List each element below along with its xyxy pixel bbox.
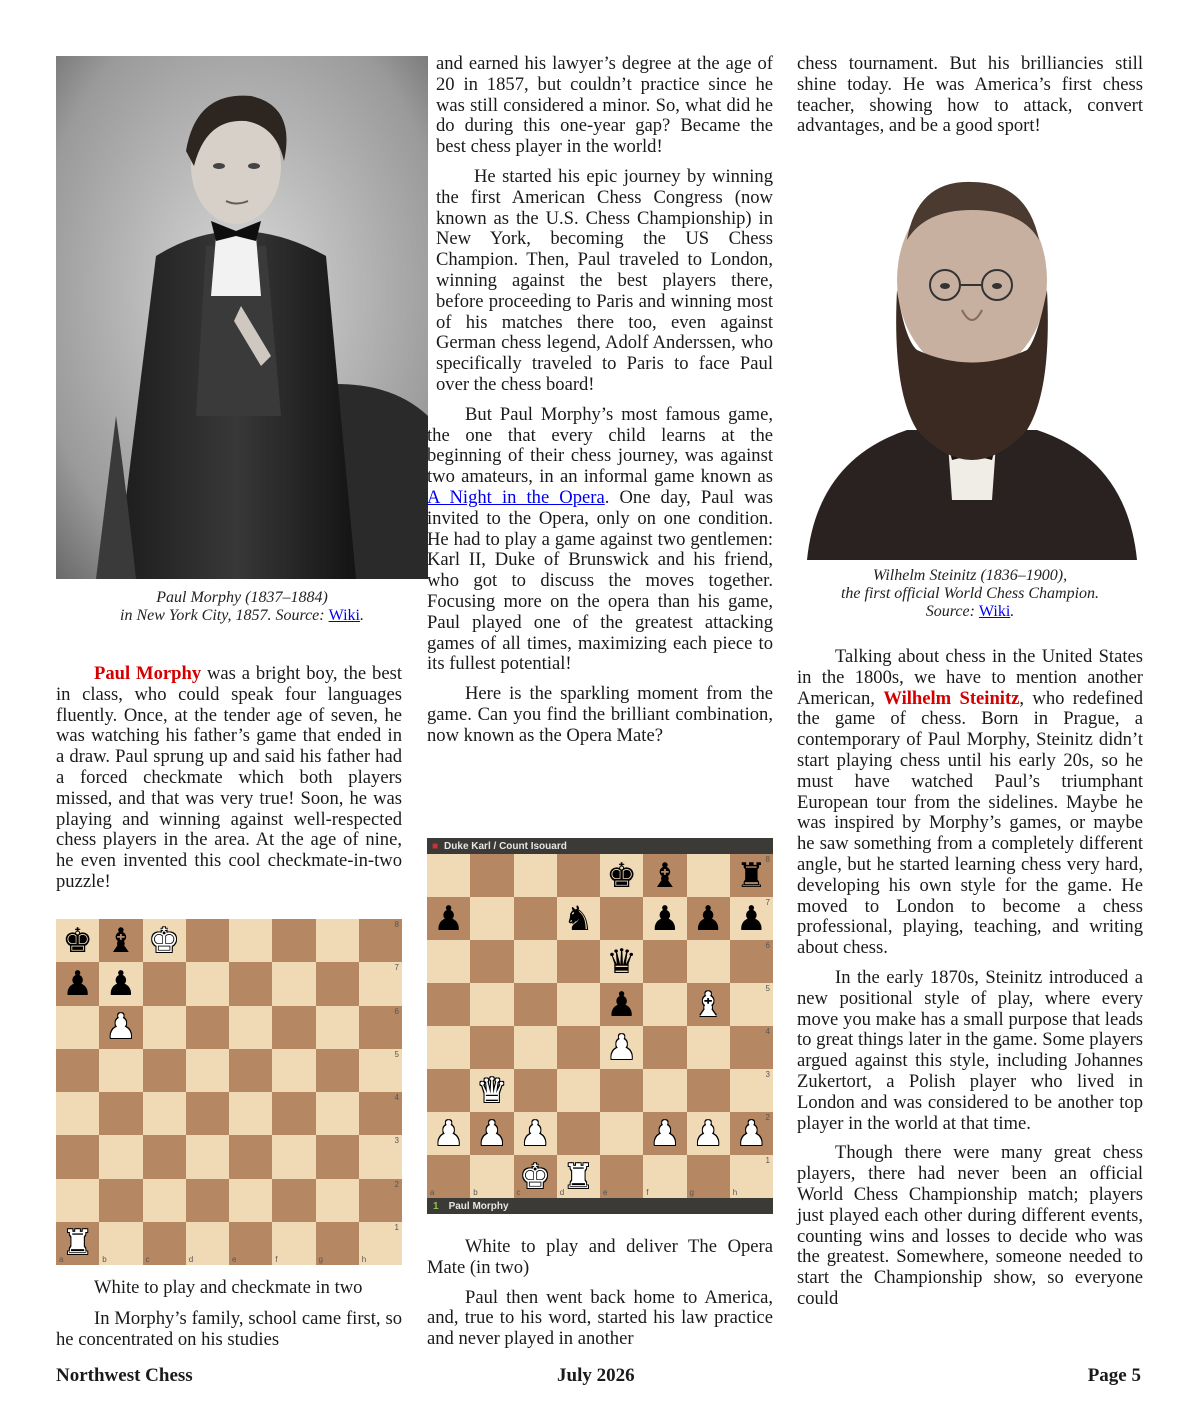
square-e7[interactable] bbox=[600, 897, 643, 940]
square-b5[interactable] bbox=[99, 1049, 142, 1092]
col2-paragraph-1: and earned his lawyer’s degree at the age of 20 in 1857, but couldn’t practice since he was still considered a minor. So, what did he do during this one-year gap? Became the best chess player in the world! bbox=[436, 53, 773, 158]
file-label: a bbox=[430, 1188, 435, 1197]
square-d3[interactable] bbox=[557, 1069, 600, 1112]
paul-morphy-name: Paul Morphy bbox=[94, 663, 202, 684]
file-label: d bbox=[188, 1255, 194, 1264]
steinitz-caption-line2: the first official World Chess Champion. bbox=[840, 585, 1100, 602]
square-h6[interactable] bbox=[730, 940, 773, 983]
black-pawn-icon[interactable]: ♟ bbox=[692, 898, 724, 939]
square-c8[interactable] bbox=[143, 919, 186, 962]
square-d2[interactable] bbox=[557, 1112, 600, 1155]
square-c6[interactable] bbox=[514, 940, 557, 983]
square-d8[interactable] bbox=[557, 854, 600, 897]
square-c6[interactable] bbox=[143, 1006, 186, 1049]
white-pawn-icon[interactable]: ♟ bbox=[606, 1027, 637, 1068]
white-pawn-icon[interactable]: ♟ bbox=[433, 1113, 464, 1154]
file-label: h bbox=[732, 1188, 738, 1197]
checkmate-in-two-board bbox=[56, 919, 402, 1265]
square-c5[interactable] bbox=[514, 983, 557, 1026]
rank-label: 2 bbox=[765, 1113, 770, 1122]
square-g3[interactable] bbox=[687, 1069, 730, 1112]
square-d7[interactable] bbox=[186, 962, 229, 1005]
square-h1[interactable] bbox=[359, 1222, 402, 1265]
col3-paragraph-4: Though there were many great chess players, there had never been an official World Chess Championship match; players just played each other during different events, counting wins and losses to decide who was the greatest. Somewhere, someone needed to start the Championship show, so everyone could bbox=[797, 1142, 1143, 1309]
square-f7[interactable] bbox=[272, 962, 315, 1005]
footer-publication: Northwest Chess bbox=[56, 1365, 193, 1386]
square-f3[interactable] bbox=[643, 1069, 686, 1112]
square-h3[interactable] bbox=[730, 1069, 773, 1112]
col3-paragraph-2: Talking about chess in the United States in the 1800s, we have to mention another American, Wilhelm Steinitz, who redefined the game of chess. Born in Prague, a contemporary of Paul Morphy, Steinitz didn’t start playing chess until his early 20s, so he must have watched Paul’s triumphant European tour from the sidelines. Maybe he was inspired by Morphy’s games, or maybe he saw something from a completely different angle, but he started learning chess very hard, developing his own style for the game. He moved to London to become a chess professional, playing, teaching, and writing about chess. bbox=[797, 646, 1144, 959]
rank-label: 3 bbox=[394, 1136, 399, 1146]
white-pawn-icon[interactable]: ♟ bbox=[105, 1007, 137, 1048]
square-g1[interactable] bbox=[687, 1155, 730, 1198]
rank-label: 4 bbox=[765, 1027, 770, 1036]
white-pawn-icon[interactable]: ♟ bbox=[649, 1113, 681, 1154]
square-c4[interactable] bbox=[143, 1092, 186, 1135]
square-a7[interactable] bbox=[56, 962, 99, 1005]
square-e5[interactable] bbox=[600, 983, 643, 1026]
square-e2[interactable] bbox=[229, 1179, 272, 1222]
wilhelm-steinitz-photo bbox=[797, 160, 1143, 560]
black-bishop-icon[interactable]: ♝ bbox=[649, 855, 681, 896]
square-h3[interactable] bbox=[359, 1135, 402, 1178]
square-h1[interactable] bbox=[730, 1155, 773, 1198]
square-f1[interactable] bbox=[272, 1222, 315, 1265]
black-king-icon[interactable]: ♚ bbox=[606, 855, 637, 896]
square-e5[interactable] bbox=[229, 1049, 272, 1092]
square-g2[interactable] bbox=[316, 1179, 359, 1222]
square-e4[interactable] bbox=[600, 1026, 643, 1069]
square-f1[interactable] bbox=[643, 1155, 686, 1198]
file-label: c bbox=[145, 1255, 150, 1264]
square-h4[interactable] bbox=[730, 1026, 773, 1069]
puzzle-caption: White to play and checkmate in two bbox=[94, 1277, 363, 1298]
rank-label: 6 bbox=[394, 1006, 399, 1016]
col2-paragraph-4: Here is the sparkling moment from the game. Can you find the brilliant combination, now known as the Opera Mate? bbox=[427, 683, 773, 746]
square-g4[interactable] bbox=[316, 1092, 359, 1135]
square-e1[interactable] bbox=[229, 1222, 272, 1265]
square-g7[interactable] bbox=[687, 897, 730, 940]
square-c1[interactable] bbox=[514, 1155, 557, 1198]
square-c2[interactable] bbox=[514, 1112, 557, 1155]
square-a8[interactable] bbox=[56, 919, 99, 962]
rank-label: 8 bbox=[765, 855, 770, 864]
col2-paragraph-3: But Paul Morphy’s most famous game, the one that every child learns at the beginning of their chess journey, was against two amateurs, in an informal game known as A Night in the Opera. One day, Paul was invited to the Opera, only on one condition. He had to play a game against two gentlemen: Karl II, Duke of Brunswick and his friend, who got to discuss the moves together. Focusing more on the opera than his game, Paul played one of the greatest attacking games of all times, maximizing each piece to its fullest potential! bbox=[427, 403, 773, 675]
square-c1[interactable] bbox=[143, 1222, 186, 1265]
square-h5[interactable] bbox=[359, 1049, 402, 1092]
square-c4[interactable] bbox=[514, 1026, 557, 1069]
rank-label: 4 bbox=[394, 1093, 399, 1102]
move-number: 1 bbox=[433, 1200, 439, 1212]
square-a8[interactable] bbox=[427, 854, 470, 897]
file-label: f bbox=[275, 1255, 278, 1264]
square-e7[interactable] bbox=[229, 962, 272, 1005]
square-b1[interactable] bbox=[99, 1222, 142, 1265]
square-c3[interactable] bbox=[514, 1069, 557, 1112]
square-g3[interactable] bbox=[316, 1135, 359, 1178]
square-d4[interactable] bbox=[186, 1092, 229, 1135]
white-pawn-icon[interactable]: ♟ bbox=[476, 1113, 508, 1154]
square-d6[interactable] bbox=[557, 940, 600, 983]
square-c7[interactable] bbox=[514, 897, 557, 940]
square-g5[interactable] bbox=[316, 1049, 359, 1092]
black-knight-icon[interactable]: ♞ bbox=[563, 898, 594, 939]
white-pawn-icon[interactable]: ♟ bbox=[519, 1113, 551, 1154]
black-queen-icon[interactable]: ♛ bbox=[606, 941, 637, 982]
square-f3[interactable] bbox=[272, 1135, 315, 1178]
square-h7[interactable] bbox=[730, 897, 773, 940]
rank-label: 1 bbox=[765, 1156, 770, 1165]
square-g6[interactable] bbox=[687, 940, 730, 983]
rank-label: 7 bbox=[394, 963, 399, 973]
square-f2[interactable] bbox=[643, 1112, 686, 1155]
square-f5[interactable] bbox=[272, 1049, 315, 1092]
column-3-body bbox=[797, 647, 1143, 1319]
file-label: e bbox=[603, 1188, 608, 1197]
square-e8[interactable] bbox=[600, 854, 643, 897]
opera-mate-board bbox=[427, 854, 773, 1198]
col3-paragraph-1: chess tournament. But his brilliancies still shine today. He was America’s first chess teacher, showing how to attack, convert advantages, and be a good sport! bbox=[797, 53, 1143, 137]
square-f5[interactable] bbox=[643, 983, 686, 1026]
square-e4[interactable] bbox=[229, 1092, 272, 1135]
flag-icon: ■ bbox=[432, 840, 439, 852]
square-g1[interactable] bbox=[316, 1222, 359, 1265]
file-label: e bbox=[232, 1255, 237, 1264]
square-d5[interactable] bbox=[186, 1049, 229, 1092]
steinitz-wiki-link[interactable]: Wiki bbox=[978, 603, 1011, 620]
square-e3[interactable] bbox=[600, 1069, 643, 1112]
morphy-caption-line1: Paul Morphy (1837–1884) bbox=[156, 589, 328, 606]
square-b8[interactable] bbox=[99, 919, 142, 962]
column-1-bottom bbox=[56, 1278, 402, 1359]
column-1-intro bbox=[56, 664, 402, 902]
black-king-icon[interactable]: ♚ bbox=[62, 920, 93, 961]
square-a2[interactable] bbox=[56, 1179, 99, 1222]
square-b4[interactable] bbox=[470, 1026, 513, 1069]
square-b7[interactable] bbox=[470, 897, 513, 940]
square-d1[interactable] bbox=[186, 1222, 229, 1265]
morphy-wiki-link[interactable]: Wiki bbox=[328, 607, 360, 624]
square-a3[interactable] bbox=[427, 1069, 470, 1112]
square-d6[interactable] bbox=[186, 1006, 229, 1049]
paul-morphy-photo bbox=[56, 56, 428, 579]
steinitz-photo-caption: Wilhelm Steinitz (1836–1900), the first official World Chess Champion. Source: Wiki. bbox=[840, 567, 1100, 620]
night-in-opera-link[interactable]: A Night in the Opera bbox=[427, 486, 605, 508]
square-h2[interactable] bbox=[730, 1112, 773, 1155]
square-f7[interactable] bbox=[643, 897, 686, 940]
square-b5[interactable] bbox=[470, 983, 513, 1026]
white-pawn-icon[interactable]: ♟ bbox=[692, 1113, 724, 1154]
rank-label: 1 bbox=[394, 1222, 399, 1232]
file-label: c bbox=[516, 1188, 521, 1197]
white-rook-icon[interactable]: ♜ bbox=[62, 1223, 93, 1264]
col2-paragraph-2: He started his epic journey by winning the first American Chess Congress (now known as the U.S. Chess Championship) in New York, becoming the US Chess Champion. Then, Paul traveled to London, winning against the best players there, before proceeding to Paris and winning most of his matches there too, even against German chess legend, Adolf Anderssen, who specifically traveled to Paris to face Paul over the chess board! bbox=[436, 165, 773, 395]
file-label: g bbox=[318, 1255, 323, 1264]
square-f8[interactable] bbox=[272, 919, 315, 962]
file-label: a bbox=[59, 1255, 64, 1264]
col3-paragraph-3: In the early 1870s, Steinitz introduced a new positional style of play, where every move you make has a small purpose that leads to great things later in the game. Some players argued against this style, including Johannes Zukertort, a Polish player who lived in London and was considered to be another top player in the world at that time. bbox=[797, 966, 1143, 1134]
opera-board-bottom-bar bbox=[427, 1198, 773, 1214]
square-a6[interactable] bbox=[427, 940, 470, 983]
wilhelm-steinitz-name: Wilhelm Steinitz bbox=[883, 687, 1020, 709]
square-b3[interactable] bbox=[470, 1069, 513, 1112]
square-f6[interactable] bbox=[272, 1006, 315, 1049]
opera-top-player: Duke Karl / Count Isouard bbox=[444, 840, 567, 852]
square-b1[interactable] bbox=[470, 1155, 513, 1198]
morphy-photo-caption: Paul Morphy (1837–1884) in New York City, 1857. Source: Wiki. bbox=[120, 589, 364, 624]
square-a4[interactable] bbox=[427, 1026, 470, 1069]
white-pawn-icon[interactable]: ♟ bbox=[736, 1113, 767, 1154]
square-g4[interactable] bbox=[687, 1026, 730, 1069]
square-f6[interactable] bbox=[643, 940, 686, 983]
family-paragraph: In Morphy’s family, school came first, so he concentrated on his studies bbox=[56, 1307, 402, 1350]
square-d7[interactable] bbox=[557, 897, 600, 940]
square-e6[interactable] bbox=[600, 940, 643, 983]
square-a1[interactable] bbox=[427, 1155, 470, 1198]
square-d8[interactable] bbox=[186, 919, 229, 962]
square-d4[interactable] bbox=[557, 1026, 600, 1069]
square-b4[interactable] bbox=[99, 1092, 142, 1135]
square-a3[interactable] bbox=[56, 1135, 99, 1178]
square-a4[interactable] bbox=[56, 1092, 99, 1135]
square-g6[interactable] bbox=[316, 1006, 359, 1049]
rank-label: 8 bbox=[394, 920, 399, 929]
file-label: h bbox=[361, 1255, 367, 1264]
square-b6[interactable] bbox=[99, 1006, 142, 1049]
square-a6[interactable] bbox=[56, 1006, 99, 1049]
opera-caption: White to play and deliver The Opera Mate (in two) bbox=[427, 1236, 773, 1278]
square-g5[interactable] bbox=[687, 983, 730, 1026]
column-2-top bbox=[427, 54, 773, 756]
white-rook-icon[interactable]: ♜ bbox=[563, 1156, 594, 1197]
black-pawn-icon[interactable]: ♟ bbox=[606, 984, 637, 1025]
square-e3[interactable] bbox=[229, 1135, 272, 1178]
white-queen-icon[interactable]: ♛ bbox=[476, 1070, 508, 1111]
square-h2[interactable] bbox=[359, 1179, 402, 1222]
square-d2[interactable] bbox=[186, 1179, 229, 1222]
file-label: b bbox=[473, 1188, 478, 1197]
square-e2[interactable] bbox=[600, 1112, 643, 1155]
rank-label: 5 bbox=[765, 984, 770, 993]
square-e6[interactable] bbox=[229, 1006, 272, 1049]
square-e1[interactable] bbox=[600, 1155, 643, 1198]
column-2-bottom bbox=[427, 1237, 773, 1359]
square-b6[interactable] bbox=[470, 940, 513, 983]
square-c7[interactable] bbox=[143, 962, 186, 1005]
opera-bottom-player: Paul Morphy bbox=[448, 1200, 509, 1212]
square-f2[interactable] bbox=[272, 1179, 315, 1222]
black-pawn-icon[interactable]: ♟ bbox=[62, 963, 93, 1004]
black-bishop-icon[interactable]: ♝ bbox=[105, 920, 137, 961]
square-g2[interactable] bbox=[687, 1112, 730, 1155]
square-g7[interactable] bbox=[316, 962, 359, 1005]
rank-label: 5 bbox=[394, 1049, 399, 1059]
morphy-caption-line2: in New York City, 1857. Source: bbox=[120, 607, 329, 624]
rank-label: 3 bbox=[765, 1070, 770, 1079]
square-b3[interactable] bbox=[99, 1135, 142, 1178]
footer-date: July 2026 bbox=[557, 1365, 635, 1386]
file-label: f bbox=[646, 1188, 649, 1197]
file-label: b bbox=[102, 1255, 107, 1264]
square-h5[interactable] bbox=[730, 983, 773, 1026]
white-bishop-icon[interactable]: ♝ bbox=[692, 984, 724, 1025]
black-pawn-icon[interactable]: ♟ bbox=[105, 963, 137, 1004]
black-pawn-icon[interactable]: ♟ bbox=[433, 898, 464, 939]
square-c2[interactable] bbox=[143, 1179, 186, 1222]
square-a5[interactable] bbox=[56, 1049, 99, 1092]
square-c3[interactable] bbox=[143, 1135, 186, 1178]
square-h6[interactable] bbox=[359, 1006, 402, 1049]
square-g8[interactable] bbox=[687, 854, 730, 897]
square-d3[interactable] bbox=[186, 1135, 229, 1178]
square-d5[interactable] bbox=[557, 983, 600, 1026]
file-label: d bbox=[559, 1188, 565, 1197]
file-label: g bbox=[689, 1188, 694, 1197]
square-a5[interactable] bbox=[427, 983, 470, 1026]
black-pawn-icon[interactable]: ♟ bbox=[649, 898, 681, 939]
square-a2[interactable] bbox=[427, 1112, 470, 1155]
square-b7[interactable] bbox=[99, 962, 142, 1005]
intro-text: was a bright boy, the best in class, who could speak four languages fluently. Once, at the tender age of seven, he was watching his father’s game that ended in a draw. Paul sprung up and said his father had a forced checkmate which both players missed, and that was very true! Soon, he was playing and winning against well-respected chess players in the area. At the age of nine, he even invented this cool checkmate-in-two puzzle! bbox=[56, 663, 402, 892]
opera-board-top-bar bbox=[427, 838, 773, 854]
square-h7[interactable] bbox=[359, 962, 402, 1005]
col2-paragraph-5: Paul then went back home to America, and, true to his word, started his law practice and never played in another bbox=[427, 1286, 773, 1350]
footer-page-number: Page 5 bbox=[1087, 1365, 1141, 1386]
black-rook-icon[interactable]: ♜ bbox=[736, 855, 767, 896]
rank-label: 6 bbox=[765, 941, 770, 950]
square-e8[interactable] bbox=[229, 919, 272, 962]
white-king-icon[interactable]: ♚ bbox=[148, 920, 180, 961]
square-b2[interactable] bbox=[99, 1179, 142, 1222]
square-b8[interactable] bbox=[470, 854, 513, 897]
column-3-top bbox=[797, 54, 1143, 146]
rank-label: 2 bbox=[394, 1179, 399, 1189]
white-king-icon[interactable]: ♚ bbox=[519, 1156, 551, 1197]
square-g8[interactable] bbox=[316, 919, 359, 962]
black-pawn-icon[interactable]: ♟ bbox=[736, 898, 767, 939]
square-h4[interactable] bbox=[359, 1092, 402, 1135]
square-a7[interactable] bbox=[427, 897, 470, 940]
rank-label: 7 bbox=[765, 898, 770, 907]
square-a1[interactable] bbox=[56, 1222, 99, 1265]
square-c5[interactable] bbox=[143, 1049, 186, 1092]
square-h8[interactable] bbox=[730, 854, 773, 897]
square-f8[interactable] bbox=[643, 854, 686, 897]
square-h8[interactable] bbox=[359, 919, 402, 962]
square-c8[interactable] bbox=[514, 854, 557, 897]
square-d1[interactable] bbox=[557, 1155, 600, 1198]
square-f4[interactable] bbox=[643, 1026, 686, 1069]
square-f4[interactable] bbox=[272, 1092, 315, 1135]
square-b2[interactable] bbox=[470, 1112, 513, 1155]
steinitz-caption-line1: Wilhelm Steinitz (1836–1900), bbox=[872, 567, 1068, 584]
